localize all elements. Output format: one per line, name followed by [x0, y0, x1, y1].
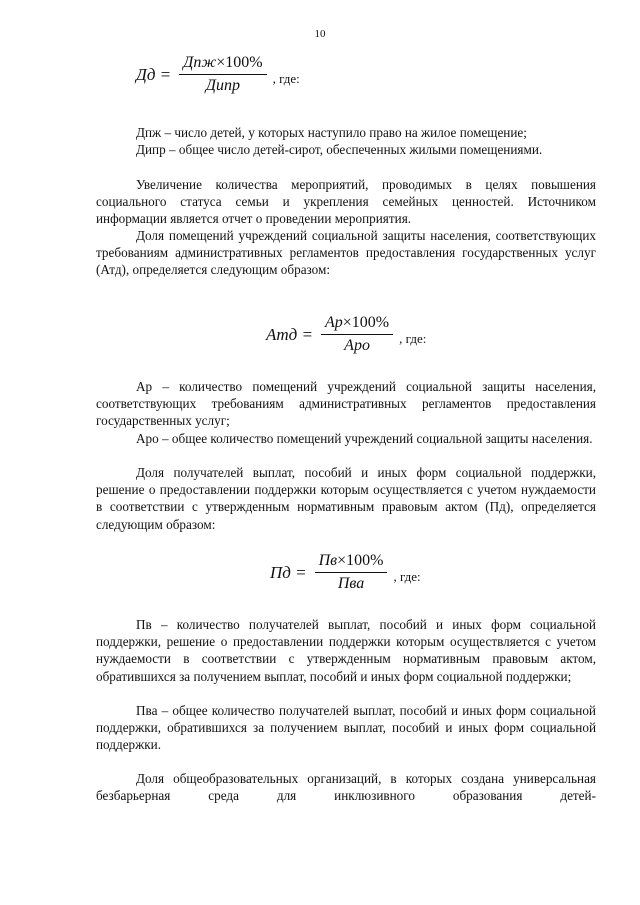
paragraph-pva-definition: Пва – общее количество получателей выплат, пособий и иных форм социальной поддержки, обратившихся за получением выплат, пособий и иных форм социальной поддержки.	[96, 703, 596, 753]
formula-atd-lhs: Атд =	[266, 324, 313, 344]
paragraph-dpzh-definition: Дпж – число детей, у которых наступило право на жилое помещение;	[136, 125, 527, 140]
formula-pd-fraction	[315, 550, 388, 595]
paragraph-ar-definition: Ар – количество помещений учреждений социальной защиты населения, соответствующих требованиям административных регламентов предоставления государственных услуг;	[96, 379, 596, 429]
paragraph-dipr-definition: Дипр – общее число детей-сирот, обеспеченных жилыми помещениями.	[136, 142, 543, 157]
page-number: 10	[314, 28, 326, 40]
formula-dd-denominator: Дипр	[205, 77, 240, 94]
formula-dd-where: , где:	[272, 70, 300, 86]
formula-pd-lhs: Пд =	[270, 562, 307, 582]
formula-atd	[266, 312, 426, 357]
formula-dd	[136, 52, 300, 97]
paragraph-increase-events: Увеличение количества мероприятий, проводимых в целях повышения социального статуса семьи и укрепления семейных ценностей. Источником информации является отчет о проведении мероприятия.	[96, 177, 596, 227]
paragraph-edu-intro: Доля общеобразовательных организаций, в которых создана универсальная безбарьерная среда для инклюзивного образования детей-	[96, 771, 596, 804]
paragraph-pv-definition: Пв – количество получателей выплат, пособий и иных форм социальной поддержки, решение о предоставлении поддержки которым осуществляется с учетом нуждаемости в соответствии с утвержденным нормативным правовым актом, обратившихся за получением выплат, пособий и иных форм социальной поддержки;	[96, 617, 596, 684]
formula-atd-denominator: Аро	[344, 337, 370, 354]
formula-pd-where: , где:	[393, 568, 421, 584]
formula-pd	[270, 550, 421, 595]
formula-dd-lhs: Дд =	[136, 64, 172, 84]
formula-pd-denominator: Пва	[337, 575, 365, 592]
paragraph-pd-intro: Доля получателей выплат, пособий и иных форм социальной поддержки, решение о предоставлении поддержки которым осуществляется с учетом нуждаемости в соответствии с утвержденным нормативным правовым актом (Пд), определяется следующим образом:	[96, 465, 596, 532]
formula-atd-numerator: Ар×100%	[325, 314, 390, 331]
formula-pd-numerator: Пв×100%	[318, 552, 384, 569]
formula-atd-where: , где:	[399, 330, 427, 346]
formula-atd-fraction	[321, 312, 393, 357]
formula-dd-numerator: Дпж×100%	[183, 54, 263, 71]
formula-dd-fraction	[179, 52, 266, 97]
paragraph-atd-intro: Доля помещений учреждений социальной защиты населения, соответствующих требованиям административных регламентов предоставления государственных услуг (Атд), определяется следующим образом:	[96, 228, 596, 278]
paragraph-aro-definition: Аро – общее количество помещений учреждений социальной защиты населения.	[136, 431, 593, 446]
